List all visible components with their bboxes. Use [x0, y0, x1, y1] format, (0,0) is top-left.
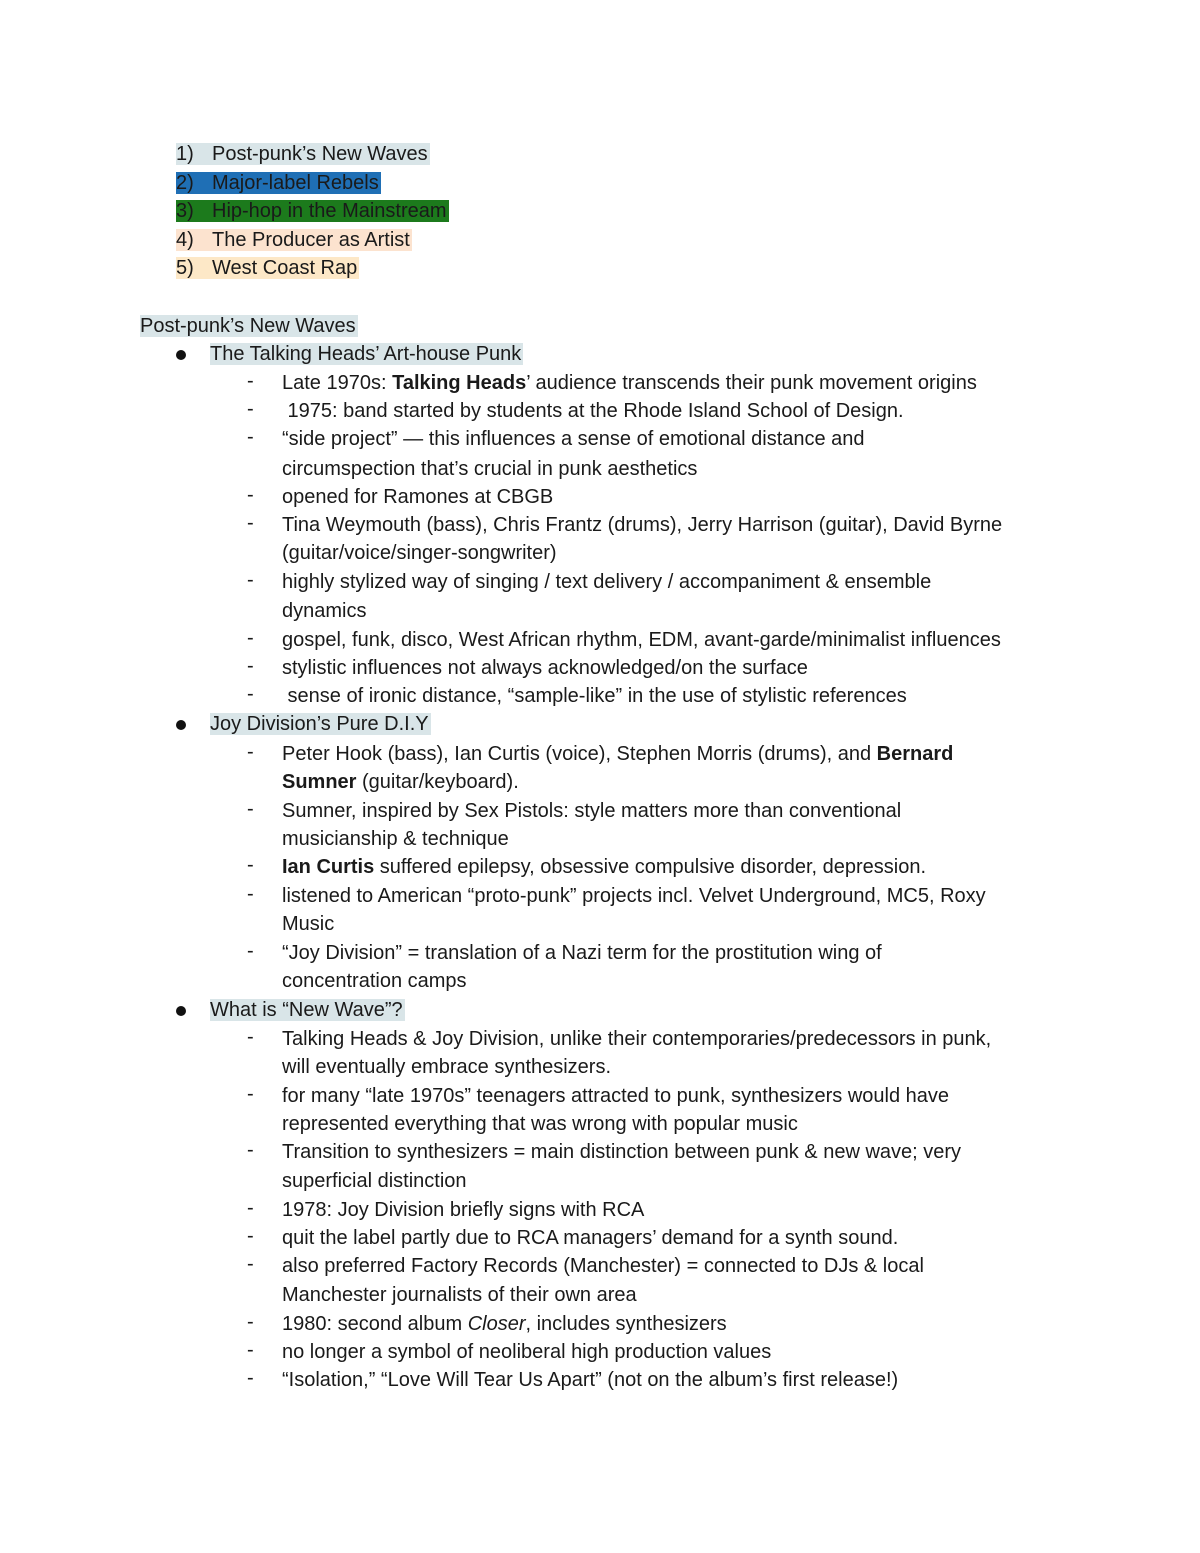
list-item-continuation: Manchester journalists of their own area [282, 1284, 637, 1306]
dash-icon: - [247, 512, 254, 534]
toc-item-1: 1) Post-punk’s New Waves [176, 143, 428, 165]
list-item: 1975: band started by students at the Rhode Island School of Design. [282, 400, 904, 422]
bullet-icon [176, 350, 186, 360]
dash-icon: - [247, 940, 254, 962]
dash-icon: - [247, 569, 254, 591]
list-item: 1980: second album Closer, includes synthesizers [282, 1313, 727, 1335]
subsection-title-joy-division: Joy Division’s Pure D.I.Y [210, 713, 429, 735]
dash-icon: - [247, 854, 254, 876]
bullet-icon [176, 720, 186, 730]
toc-item-3: 3) Hip-hop in the Mainstream [176, 200, 447, 222]
list-item-continuation: (guitar/voice/singer-songwriter) [282, 542, 557, 564]
dash-icon: - [247, 655, 254, 677]
dash-icon: - [247, 484, 254, 506]
dash-icon: - [247, 1225, 254, 1247]
bullet-icon [176, 1006, 186, 1016]
dash-icon: - [247, 1026, 254, 1048]
list-item-continuation: superficial distinction [282, 1170, 467, 1192]
list-item: Sumner, inspired by Sex Pistols: style matters more than conventional [282, 800, 902, 822]
list-item: sense of ironic distance, “sample-like” in the use of stylistic references [282, 685, 907, 707]
toc-item-2: 2) Major-label Rebels [176, 172, 379, 194]
list-item-continuation: dynamics [282, 600, 367, 622]
list-item: Talking Heads & Joy Division, unlike their contemporaries/predecessors in punk, [282, 1028, 992, 1050]
list-item: 1978: Joy Division briefly signs with RCA [282, 1199, 645, 1221]
list-item: gospel, funk, disco, West African rhythm, EDM, avant-garde/minimalist influences [282, 629, 1001, 651]
dash-icon: - [247, 627, 254, 649]
list-item: “Isolation,” “Love Will Tear Us Apart” (not on the album’s first release!) [282, 1369, 899, 1391]
list-item: Late 1970s: Talking Heads’ audience transcends their punk movement origins [282, 372, 977, 394]
list-item: stylistic influences not always acknowledged/on the surface [282, 657, 808, 679]
dash-icon: - [247, 1367, 254, 1389]
dash-icon: - [247, 1253, 254, 1275]
list-item: Tina Weymouth (bass), Chris Frantz (drums), Jerry Harrison (guitar), David Byrne [282, 514, 1003, 536]
list-item: highly stylized way of singing / text delivery / accompaniment & ensemble [282, 571, 932, 593]
list-item: listened to American “proto-punk” projects incl. Velvet Underground, MC5, Roxy [282, 885, 986, 907]
list-item: Transition to synthesizers = main distinction between punk & new wave; very [282, 1141, 962, 1163]
dash-icon: - [247, 798, 254, 820]
list-item: “Joy Division” = translation of a Nazi term for the prostitution wing of [282, 942, 882, 964]
dash-icon: - [247, 1311, 254, 1333]
toc-item-5: 5) West Coast Rap [176, 257, 358, 279]
list-item-continuation: circumspection that’s crucial in punk aesthetics [282, 458, 698, 480]
list-item-continuation: represented everything that was wrong with popular music [282, 1113, 798, 1135]
list-item-continuation: musicianship & technique [282, 828, 509, 850]
dash-icon: - [247, 683, 254, 705]
dash-icon: - [247, 1139, 254, 1161]
dash-icon: - [247, 741, 254, 763]
list-item: no longer a symbol of neoliberal high production values [282, 1341, 772, 1363]
list-item-continuation: Sumner (guitar/keyboard). [282, 771, 519, 793]
list-item: also preferred Factory Records (Manchester) = connected to DJs & local [282, 1255, 924, 1277]
toc-item-4: 4) The Producer as Artist [176, 229, 410, 251]
dash-icon: - [247, 1339, 254, 1361]
list-item-continuation: Music [282, 913, 335, 935]
dash-icon: - [247, 426, 254, 448]
list-item: for many “late 1970s” teenagers attracted to punk, synthesizers would have [282, 1085, 950, 1107]
subsection-title-talking-heads: The Talking Heads’ Art-house Punk [210, 343, 522, 365]
list-item: opened for Ramones at CBGB [282, 486, 554, 508]
list-item: “side project” — this influences a sense of emotional distance and [282, 428, 865, 450]
list-item-continuation: will eventually embrace synthesizers. [282, 1056, 612, 1078]
dash-icon: - [247, 398, 254, 420]
list-item: quit the label partly due to RCA managers’ demand for a synth sound. [282, 1227, 899, 1249]
subsection-title-new-wave: What is “New Wave”? [210, 999, 403, 1021]
list-item-continuation: concentration camps [282, 970, 467, 992]
list-item: Ian Curtis suffered epilepsy, obsessive compulsive disorder, depression. [282, 856, 927, 878]
dash-icon: - [247, 1197, 254, 1219]
section-heading: Post-punk’s New Waves [140, 315, 356, 337]
list-item: Peter Hook (bass), Ian Curtis (voice), Stephen Morris (drums), and Bernard [282, 743, 954, 765]
dash-icon: - [247, 883, 254, 905]
dash-icon: - [247, 1083, 254, 1105]
dash-icon: - [247, 370, 254, 392]
